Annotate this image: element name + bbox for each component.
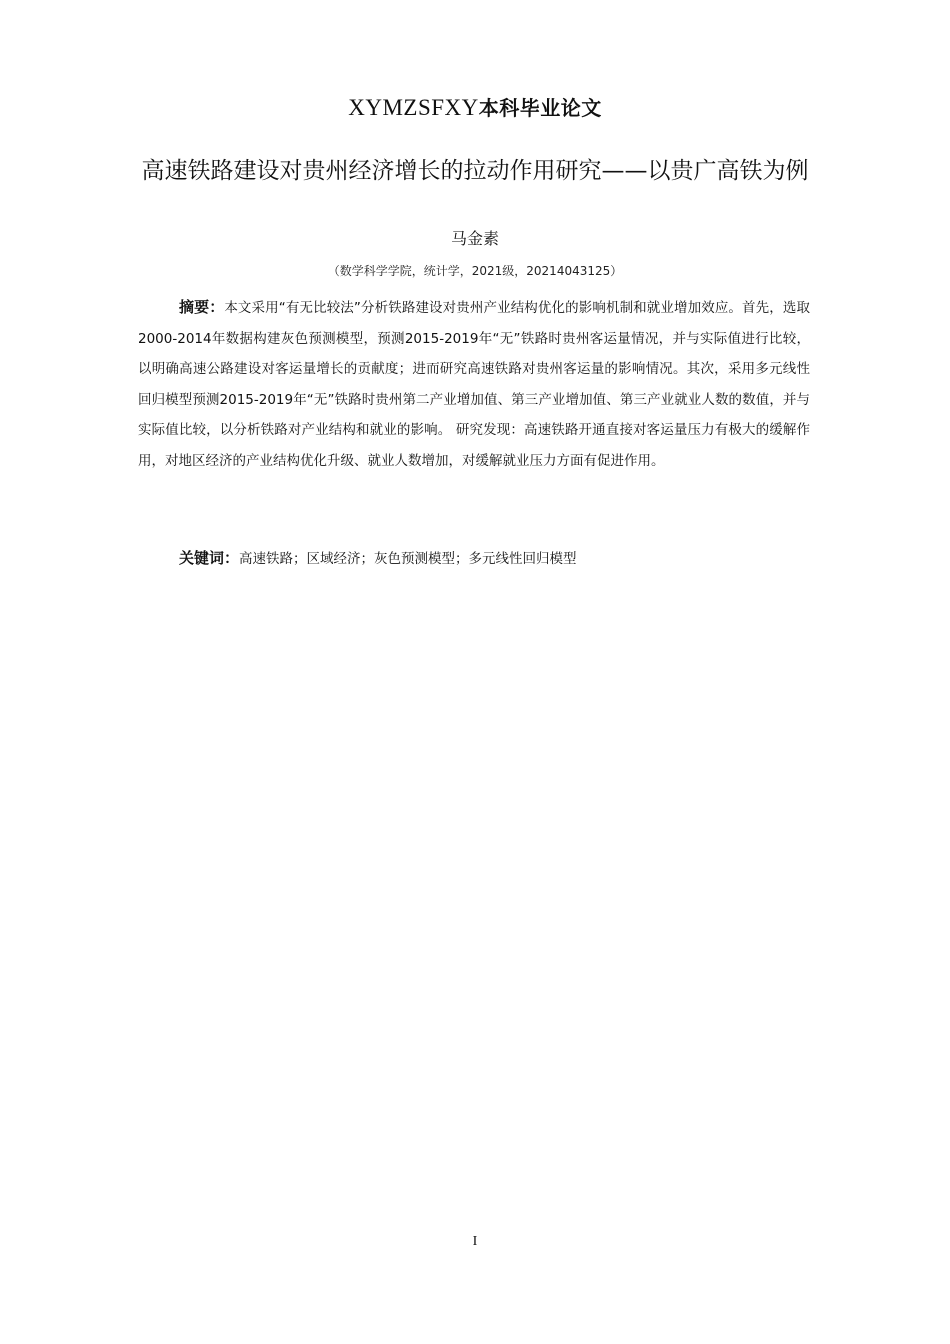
school-code: XYMZSFXY xyxy=(348,95,479,120)
paper-title: 高速铁路建设对贵州经济增长的拉动作用研究——以贵广高铁为例 xyxy=(141,158,809,184)
author-affiliation: （数学科学学院，统计学，2021级，20214043125） xyxy=(327,264,623,278)
document-type: 本科毕业论文 xyxy=(478,96,602,120)
keywords-label: 关键词： xyxy=(179,549,240,567)
abstract-text: 本文采用“有无比较法”分析铁路建设对贵州产业结构优化的影响机制和就业增加效应。首先，选取2000-2014年数据构建灰色预测模型，预测2015-2019年“无”铁路时贵州客运量情况，并与实际值进行比较，以明确高速公路建设对客运量增长的贡献度；进而研究高速铁路对贵州客运量的影响情况。其次，采用多元线性回归模型预测2015-2019年“无”铁路时贵州第二产业增加值、第三产业增加值、第三产业就业人数的数值，并与实际值比较，以分析铁路对产业结构和就业的影响。 研究发现：高速铁路开通直接对客运量压力有极大的缓解作用，对地区经济的产业结构优化升级、就业人数增加，对缓解就业压力方面有促进作用。 xyxy=(138,300,810,469)
abstract-label: 摘要： xyxy=(179,298,225,316)
keywords-text: 高速铁路；区域经济；灰色预测模型；多元线性回归模型 xyxy=(239,551,577,567)
page-header xyxy=(0,94,950,122)
keywords-paragraph xyxy=(138,545,810,572)
author-name: 马金素 xyxy=(450,229,499,248)
page-number: I xyxy=(472,1234,478,1249)
abstract-paragraph xyxy=(138,292,810,476)
